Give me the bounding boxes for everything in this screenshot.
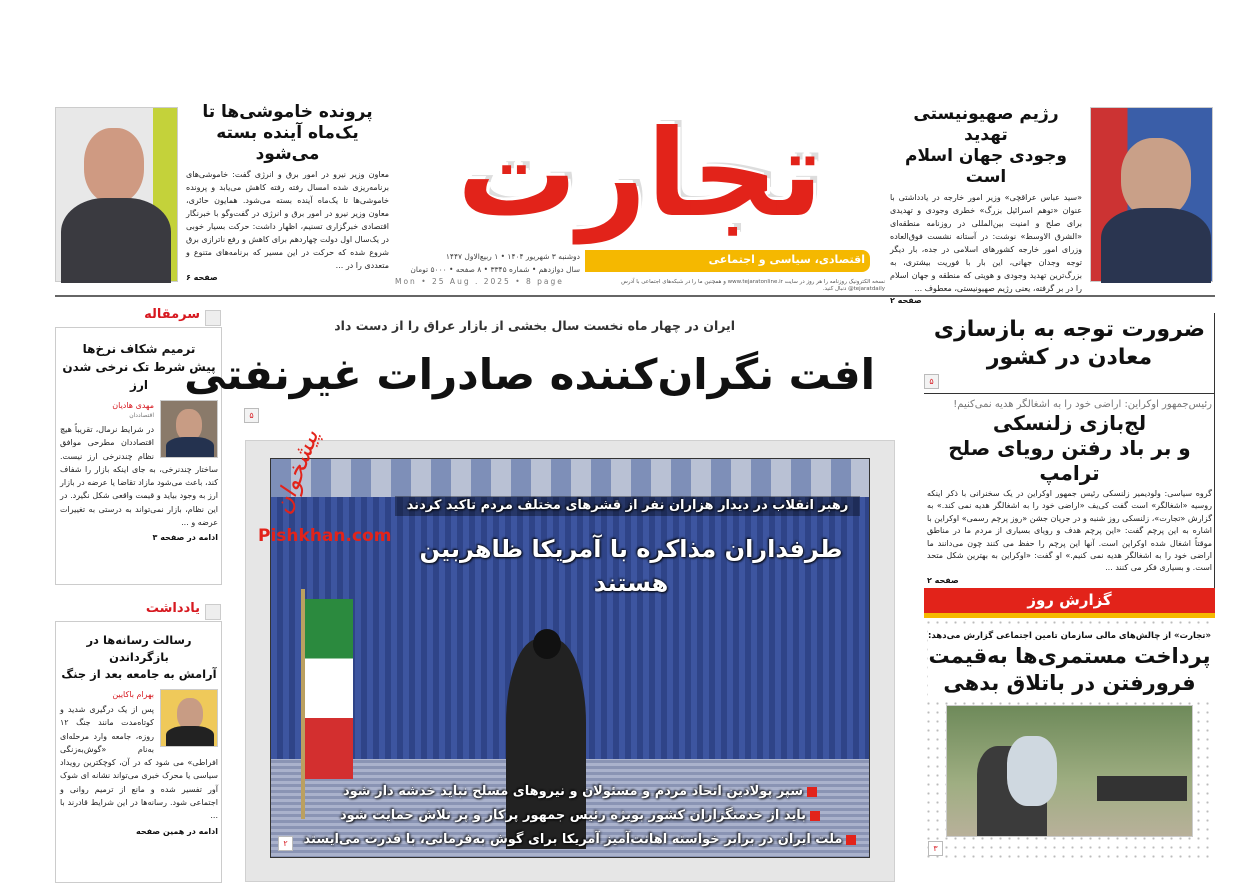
right1-page-number: ۵ <box>924 374 939 389</box>
watermark-logo: پیشخوان <box>268 425 325 518</box>
right2-title-2: و بر باد رفتن رویای صلح ترامپ <box>948 436 1191 485</box>
top-left-article <box>186 102 389 282</box>
check-icon <box>846 835 856 845</box>
report-title-1: پرداخت مستمری‌ها به‌قیمت <box>928 643 1211 668</box>
note-section: یادداشت <box>145 601 200 616</box>
photo-kicker: رهبر انقلاب در دیدار هزاران نفر از قشرهای مختلف مردم تاکید کردند <box>395 496 860 516</box>
issue-line: سال دوازدهم • شماره ۳۳۴۵ • ۸ صفحه • ۵۰۰۰ تومان <box>410 265 580 274</box>
note-body: پس از یک درگیری شدید و کوتاه‌مدت مانند جنگ ۱۲ روزه، جامعه وارد مرحله‌ای به‌نام «گوش‌به‌زنگی افراطی» می شود که در آن، کوچکترین رویداد سیاسی یا محرک خبری می‌تواند نشانه ای شوک آور تفسیر شده و مانع از ترمیم روانی و اجتماعی شود. رسانه‌ها در این شرایط قادرند با ... <box>60 705 218 821</box>
section-marker <box>205 604 221 620</box>
top-left-page: صفحه ۶ <box>186 273 218 282</box>
bakaein-photo <box>160 689 218 747</box>
report-header <box>924 588 1215 618</box>
date-line: دوشنبه ۳ شهریور ۱۴۰۴ • ۱ ربیع‌الاول ۱۴۴۷ <box>445 252 580 261</box>
editorial-title-1: ترمیم شکاف نرخ‌ها <box>82 342 196 356</box>
main-kicker: ایران در چهار ماه نخست سال بخشی از بازار عراق را از دست داد <box>334 318 735 333</box>
photo-page-number: ۲ <box>278 836 293 851</box>
right2-page: صفحه ۲ <box>927 575 959 585</box>
note-more: ادامه در همین صفحه <box>136 826 218 836</box>
report-page-number: ۳ <box>928 841 943 856</box>
photo-bullets <box>300 780 860 852</box>
top-right-title-1: رژیم صهیونیستی تهدید <box>913 104 1059 145</box>
masthead-footer-note: نسخه الکترونیک روزنامه را هر روز در سایت www.tejaratonline.ir و همچنین ما را در شبکه‌های اجتماعی با آدرس tejaratdaily@ دنبال کنید. <box>621 279 885 292</box>
check-icon <box>807 787 817 797</box>
photo-headline: طرفداران مذاکره با آمریکا ظاهربین هستند <box>419 535 843 597</box>
watermark-url: Pishkhan.com <box>258 526 392 546</box>
pensioner-photo <box>946 705 1193 837</box>
top-left-title-2: یک‌ماه آینده بسته می‌شود <box>216 123 359 164</box>
editorial-title-2: پیش شرط تک نرخی شدن ارز <box>62 360 216 392</box>
report-title-2: فرورفتن در باتلاق بدهی <box>943 670 1196 695</box>
report-dotted-box <box>924 618 1215 860</box>
right2-title-1: لج‌بازی زلنسکی <box>992 411 1147 435</box>
note-title-2: آرامش به جامعه بعد از جنگ <box>61 667 217 681</box>
editorial-more: ادامه در صفحه ۳ <box>152 533 218 543</box>
top-left-title-1: پرونده خاموشی‌ها تا <box>202 102 373 122</box>
top-right-article <box>890 104 1082 305</box>
right1-title-2: معادن در کشور <box>986 345 1153 370</box>
section-marker <box>205 310 221 326</box>
editorial-author: مهدی هادیان <box>112 401 154 410</box>
bullet-text: ملت ایران در برابر خواسته اهانت‌آمیز آمریکا برای گوش به‌فرمانی، با قدرت می‌ایستد <box>303 832 843 847</box>
bullet-text: سپر پولادین اتحاد مردم و مسئولان و نیروهای مسلح نباید خدشه دار شود <box>342 784 804 799</box>
right2-body: گروه سیاسی: ولودیمیر زلنسکی رئیس جمهور اوکراین در یک سخنرانی با ذکر اینکه روسیه «اشغالگر» است گفت کی‌یف «اراضی خود را به اشغالگر هدیه نمی کند.» به گزارش «تجارت»، زلنسکی روز شنبه و در جریان جشن «روز پرچم رسمی» اوکراین با اشاره به این پرچم گفت: «این پرچم هدف و رویای بسیاری از مردم ما در مناطق موقتاً اشغال شده اوکراین است. آنها این پرچم را حفظ می کنند چون می‌دانند ما اراضی خود را به اشغالگر هدیه نمی کنیم.» او گفت: «اوکراین به بهترین شکل متحد است. و بسیاری فکر می کنند ... <box>927 489 1212 573</box>
check-icon <box>810 811 820 821</box>
editorial-section: سرمقاله <box>144 307 200 322</box>
editorial-role: اقتصاددان <box>129 412 154 419</box>
bullet-item <box>300 780 860 804</box>
right2-kicker: رئیس‌جمهور اوکراین: اراضی خود را به اشغالگر هدیه نمی‌کنیم! <box>953 399 1212 410</box>
bullet-item <box>300 828 860 852</box>
bullet-item <box>300 804 860 828</box>
masthead-logo: تجارت <box>456 105 824 244</box>
top-right-page: صفحه ۲ <box>890 296 922 305</box>
right1-title-1: ضرورت توجه به بازسازی <box>933 317 1206 342</box>
editorial-body: در شرایط نرمال، تقریباً هیچ اقتصاددان مطرحی موافق نظام چندنرخی ارز نیست. ساختار چندنرخی، به جای اینکه بازار را شفاف کند، باعث می‌شود مازاد تقاضا یا عرضه در بازار ارز به وجود بیاید و قیمت واقعی شکل نگیرد. در این نظام، بازار نمی‌تواند به درستی به تغییرات عرضه و ... <box>60 425 218 528</box>
araghchi-photo <box>1090 107 1213 282</box>
right-divider <box>924 393 1215 394</box>
latin-date: Mon • 25 Aug . 2025 • 8 page <box>395 277 564 286</box>
haeri-photo <box>55 107 178 282</box>
right-column <box>924 316 1215 860</box>
report-kicker: «تجارت» از چالش‌های مالی سازمان تامین اجتماعی گزارش می‌دهد: <box>928 630 1211 641</box>
note-author: بهرام باکایین <box>112 690 154 699</box>
note-title-1: رسالت رسانه‌ها در بازگرداندن <box>86 633 192 664</box>
bullet-text: باید از خدمتگزاران کشور بویژه رئیس جمهور پرکار و پر تلاش حمایت شود <box>339 808 807 823</box>
note-article <box>60 632 218 836</box>
top-left-body: معاون وزیر نیرو در امور برق و انرژی گفت: خاموشی‌های برنامه‌ریزی شده امسال رفته رفته کاهش می‌یابد و پرونده خاموشی‌ها تا یک‌ماه آینده بسته می‌شود. همایون حائری، معاون وزیر نیرو در امور برق و انرژی در گفت‌وگو با خبرنگار اقتصادی خبرگزاری تسنیم، اظهار داشت: حرکت بسیار خوبی در یک‌سال اول دولت چهاردهم برای کاهش و رفع ناترازی برق شروع شده که حرکت در این مسیر که برنامه‌های متنوع و متعددی را در ... <box>186 170 389 270</box>
main-headline: افت نگران‌کننده صادرات غیرنفتی <box>184 350 875 399</box>
report-section: گزارش روز <box>1027 590 1112 609</box>
main-page-number: ۵ <box>244 408 259 423</box>
top-right-body: «سید عباس عراقچی» وزیر امور خارجه در یادداشتی با عنوان «توهم اسرائیل بزرگ» خطری وجودی و تهدیدی برای صلح و امنیت بین‌المللی در روزنامه منطقه‌ای «الشرق الاوسط» نوشت: در آستانه نشست فوق‌العاده وزرای امور خارجه کشورهای اسلامی در جده، بار دیگر توجه وجدان جهانی، این بار با فوریت بیشتری، به بزرگ‌ترین تهدید وجودی و هویتی که منطقه و جهان اسلام را در بر گرفته، یعنی رژیم صهیونیستی، معطوف ... <box>890 193 1082 293</box>
hadian-photo <box>160 400 218 458</box>
top-right-title-2: وجودی جهان اسلام است <box>905 146 1067 187</box>
masthead-tagline: اقتصادی، سیاسی و اجتماعی <box>708 253 865 266</box>
